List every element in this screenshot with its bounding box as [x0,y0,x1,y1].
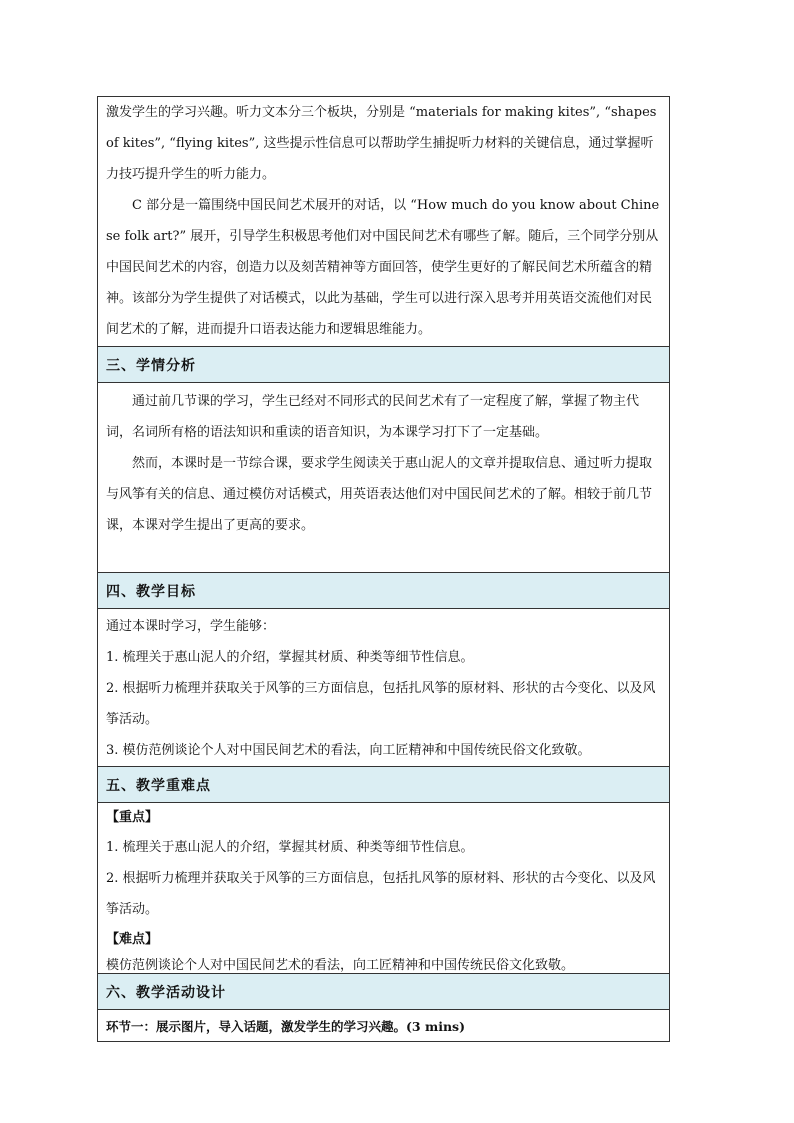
key-point-item: 2. 根据听力梳理并获取关于风筝的三方面信息，包括扎风筝的原材料、形状的古今变化、以及风筝活动。 [106,871,656,917]
objectives-cell [98,609,669,767]
text-analysis-cell [98,97,669,347]
section-title: 三、学情分析 [106,357,196,374]
objective-item: 2. 根据听力梳理并获取关于风筝的三方面信息，包括扎风筝的原材料、形状的古今变化、以及风筝活动。 [106,681,656,727]
paragraph: C 部分是一篇围绕中国民间艺术展开的对话，以 “How much do you know about Chinese folk art?” 展开，引导学生积极思考他们对中国民间艺术有哪些了解。随后，三个同学分别从中国民间艺术的内容，创造力以及刻苦精神等方面回答，使学生更好的了解民间艺术所蕴含的精神。该部分为学生提供了对话模式，以此为基础，学生可以进行深入思考并用英语交流他们对民间艺术的了解，进而提升口语表达能力和逻辑思维能力。 [106,198,660,337]
learner-analysis-cell [98,383,669,573]
activity-step-1: 环节一：展示图片，导入话题，激发学生的学习兴趣。(3 mins) [106,1018,465,1034]
objectives-intro: 通过本课时学习，学生能够： [106,619,276,634]
key-points-label: 【重点】 [106,810,159,825]
section-header-key-points [98,767,669,803]
paragraph: 然而，本课时是一节综合课，要求学生阅读关于惠山泥人的文章并提取信息、通过听力提取与风筝有关的信息、通过模仿对话模式，用英语表达他们对中国民间艺术的了解。相较于前几节课，本课对学生提出了更高的要求。 [106,456,653,533]
objective-item: 3. 模仿范例谈论个人对中国民间艺术的看法，向工匠精神和中国传统民俗文化致敬。 [106,743,591,758]
paragraph: 通过前几节课的学习，学生已经对不同形式的民间艺术有了一定程度了解，掌握了物主代词，名词所有格的语法知识和重读的语音知识，为本课学习打下了一定基础。 [106,394,640,440]
activity-step-row [98,1010,669,1042]
section-title: 五、教学重难点 [106,777,211,794]
difficult-point-text: 模仿范例谈论个人对中国民间艺术的看法，向工匠精神和中国传统民俗文化致敬。 [106,958,575,973]
section-header-objectives [98,573,669,609]
key-point-item: 1. 梳理关于惠山泥人的介绍，掌握其材质、种类等细节性信息。 [106,840,474,855]
key-points-cell [98,803,669,974]
section-header-learner-analysis [98,347,669,383]
objective-item: 1. 梳理关于惠山泥人的介绍，掌握其材质、种类等细节性信息。 [106,650,474,665]
section-title: 六、教学活动设计 [106,984,226,1001]
lesson-plan-table [97,96,670,1042]
section-header-activities [98,974,669,1010]
difficult-points-label: 【难点】 [106,932,159,947]
lesson-plan-page [97,96,670,1042]
paragraph: 激发学生的学习兴趣。听力文本分三个板块，分别是 “materials for making kites”, “shapes of kites”, “flying kites”, 这些提示性信息可以帮助学生捕捉听力材料的关键信息，通过掌握听力技巧提升学生的听力能力。 [106,105,657,182]
section-title: 四、教学目标 [106,583,196,600]
